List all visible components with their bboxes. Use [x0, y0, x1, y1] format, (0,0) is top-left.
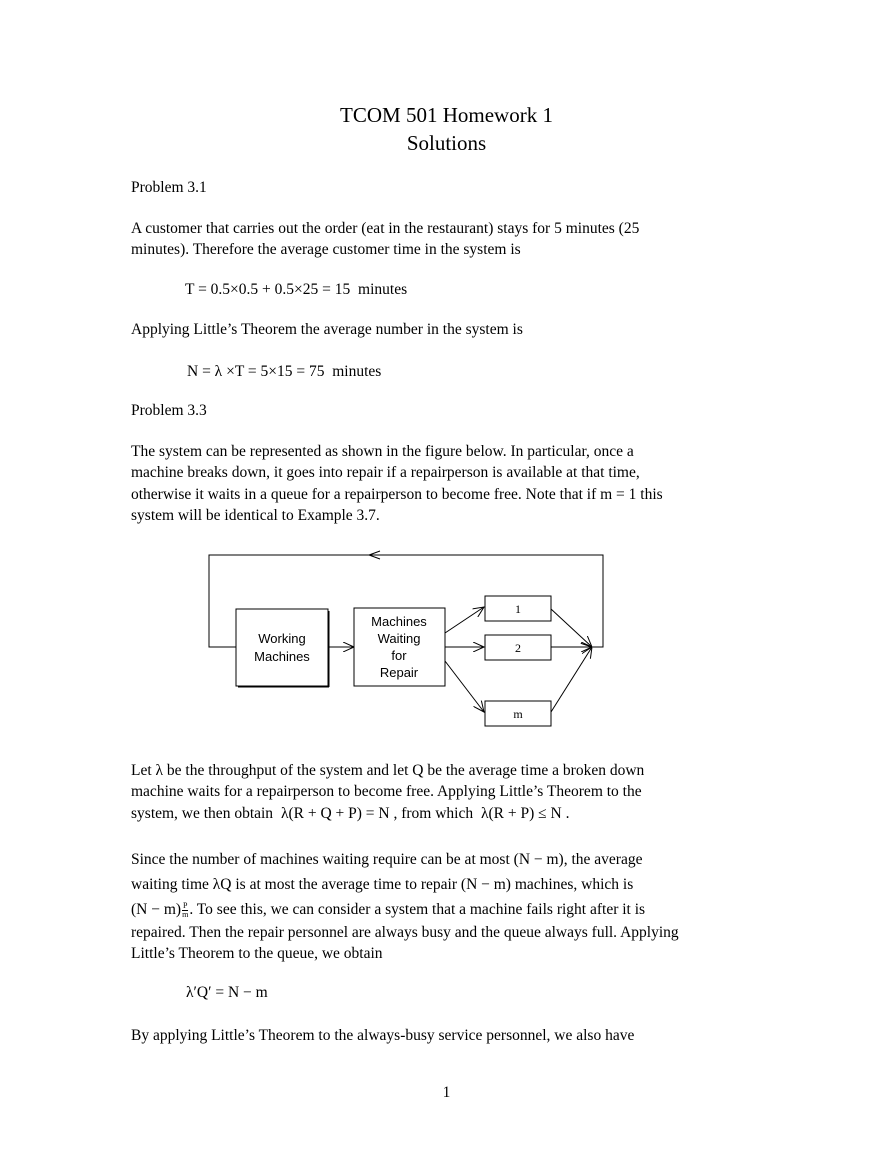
problem-3-3-paragraph-3-cont	[131, 922, 761, 965]
text-line: minutes). Therefore the average customer time in the system is	[131, 241, 521, 259]
fraction-p-over-m	[182, 902, 188, 919]
waiting-label-4: Repair	[379, 665, 419, 680]
text-line: machine waits for a repairperson to become free. Applying Little’s Theorem to the	[131, 783, 642, 801]
document-subtitle: Solutions	[406, 131, 487, 155]
text-line: The system can be represented as shown in the figure below. In particular, once a	[131, 443, 634, 460]
problem-3-3-paragraph-2	[131, 760, 761, 824]
text-line: Little’s Theorem to the queue, we obtain	[131, 945, 383, 963]
text-span: waiting time λQ is at most the average time to repair	[131, 876, 461, 893]
text-line: A customer that carries out the order (eat in the restaurant) stays for 5 minutes (25	[131, 220, 640, 237]
flow-arrow	[445, 607, 484, 633]
problem-3-1-paragraph-2: Applying Little’s Theorem the average number in the system is	[131, 321, 523, 338]
fraction-numerator: P	[182, 900, 188, 910]
equation-waiting: (N − m)	[131, 901, 182, 918]
text-span: Since the number of machines waiting require can be at most	[131, 851, 514, 868]
text-line	[131, 897, 761, 922]
text-span: .	[561, 804, 570, 822]
text-span: . To see this, we can consider a system that a machine fails right after it is	[189, 901, 646, 918]
problem-3-3-paragraph-3	[131, 847, 761, 922]
text-span: system, we then obtain	[131, 804, 277, 822]
equation-queue: λ′Q′ = N − m	[186, 984, 268, 1001]
fraction-denominator: m	[182, 909, 189, 919]
text-line: repaired. Then the repair personnel are always busy and the queue always full. Applying	[131, 924, 679, 941]
page-number: 1	[442, 1084, 451, 1101]
flow-arrow	[551, 647, 592, 712]
text-span: machines, which is	[510, 876, 634, 893]
working-label-2: Machines	[254, 649, 310, 664]
text-line: otherwise it waits in a queue for a repairperson to become free. Note that if m = 1 this	[131, 485, 663, 503]
equation-customer-time: T = 0.5×0.5 + 0.5×25 = 15 minutes	[185, 281, 408, 298]
text-line: machine breaks down, it goes into repair if a repairperson is available at that time,	[131, 464, 640, 482]
text-span: , from which	[389, 804, 477, 822]
server-m-label: m	[513, 707, 523, 721]
problem-3-3-heading: Problem 3.3	[131, 402, 207, 419]
equation-waiting: (N − m)	[460, 876, 511, 893]
equation-throughput: λ(R + Q + P) = N	[280, 804, 390, 822]
document-title: TCOM 501 Homework 1	[340, 103, 553, 127]
equation-inequality: λ(R + P) ≤ N	[481, 804, 562, 822]
text-line: system will be identical to Example 3.7.	[131, 506, 380, 524]
flow-arrow	[551, 609, 592, 647]
working-label-1: Working	[258, 631, 306, 646]
problem-3-3-paragraph-4: By applying Little’s Theorem to the always-busy service personnel, we also have	[131, 1027, 635, 1044]
waiting-label-1: Machines	[371, 614, 427, 629]
text-line	[131, 872, 761, 897]
server-2-label: 2	[515, 641, 521, 655]
waiting-label-2: Waiting	[377, 631, 421, 646]
text-line	[131, 803, 761, 824]
text-line	[131, 847, 761, 872]
server-1-label: 1	[515, 602, 521, 616]
text-line: Let λ be the throughput of the system and let Q be the average time a broken down	[131, 762, 645, 779]
equation-average-number: N = λ ×T = 5×15 = 75 minutes	[187, 363, 382, 380]
flow-arrow	[445, 661, 484, 712]
text-span: , the average	[563, 851, 643, 868]
equation-waiting: (N − m)	[513, 851, 564, 868]
working-machines-box	[236, 609, 328, 686]
problem-3-1-heading: Problem 3.1	[131, 179, 207, 196]
waiting-label-3: for	[391, 648, 407, 663]
